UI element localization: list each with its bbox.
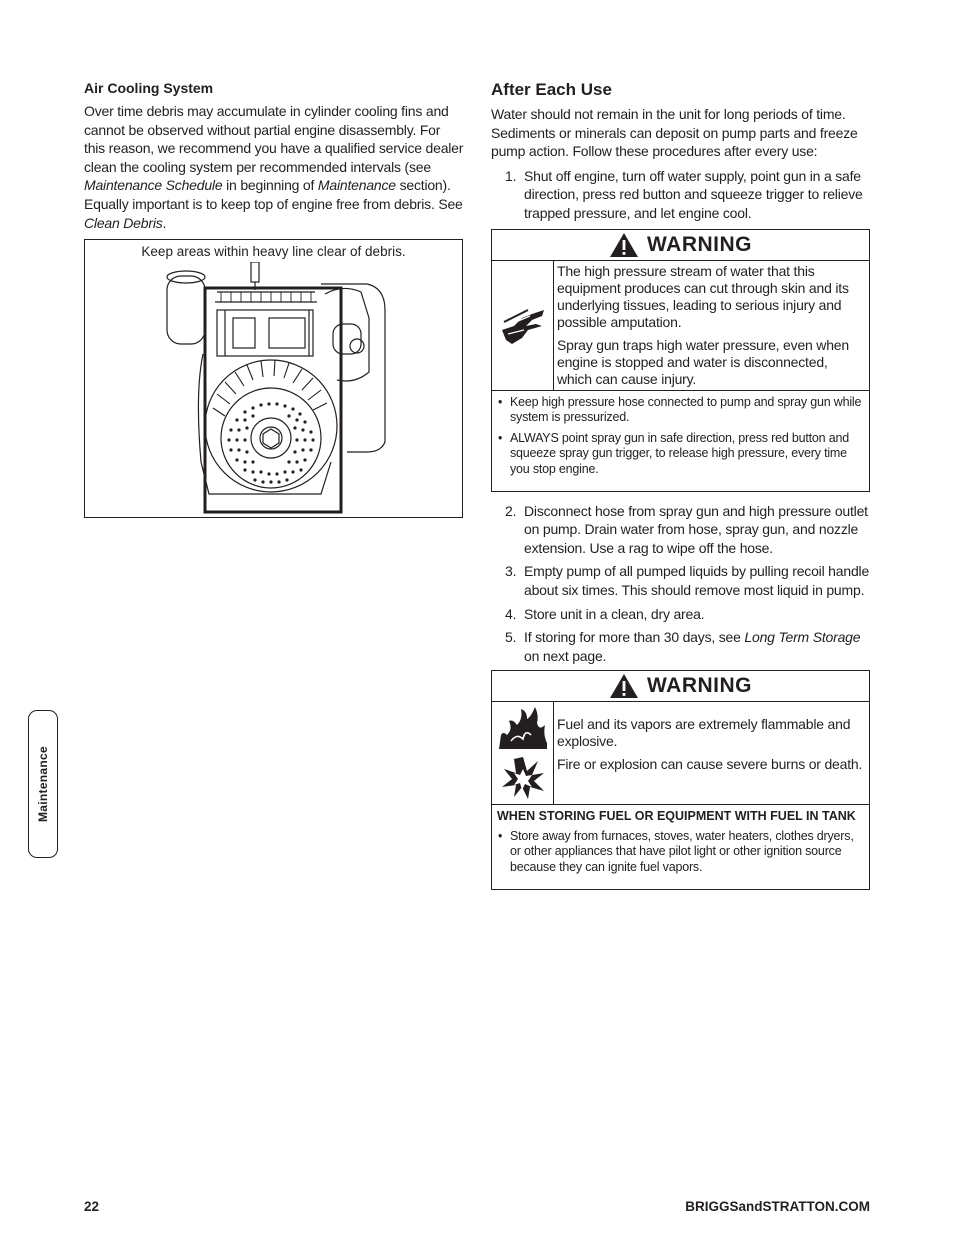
warning-caps-heading: WHEN STORING FUEL OR EQUIPMENT WITH FUEL IN TANK: [497, 809, 856, 824]
warning-text-cell: [554, 702, 869, 804]
steps-list-2: [491, 502, 871, 666]
step-3: [491, 562, 871, 599]
warning-bullet: • Keep high pressure hose connected to pump and spray gun while system is pressurized.: [496, 395, 863, 426]
warning-triangle-icon: [609, 232, 639, 258]
step-5: [491, 628, 871, 665]
step-text: on next page.: [524, 647, 607, 664]
step-1: [491, 167, 871, 223]
warning-icon-cell: [492, 702, 554, 804]
warning-icon-cell: [492, 261, 554, 390]
warning-title: WARNING: [647, 232, 752, 256]
warning-text-cell: [554, 261, 869, 390]
warning-paragraph: Fuel and its vapors are extremely flammable and explosive.: [557, 716, 851, 750]
explosion-icon: [500, 755, 546, 801]
step-text: Empty pump of all pumped liquids by pulling recoil handle about six times. This should remove most liquid in pump.: [524, 563, 870, 598]
clean-debris-ref: Clean Debris: [84, 214, 163, 231]
step-4: [491, 605, 871, 624]
section-side-tab: [28, 710, 58, 858]
step-number: 2.: [505, 502, 517, 519]
warning-bullets: [492, 805, 869, 888]
after-each-use-intro: Water should not remain in the unit for long periods of time. Sediments or minerals can deposit on pump parts and freeze pump action. Follow these procedures after every use:: [491, 106, 858, 160]
warning-body-row: [492, 702, 869, 805]
text-run: in beginning of: [222, 177, 318, 194]
warning-title: WARNING: [647, 674, 752, 698]
step-number: 3.: [505, 563, 517, 580]
warning-box-pressure: [491, 229, 870, 492]
warning-paragraph: The high pressure stream of water that this equipment produces can cut through skin and its underlying tissues, leading to serious injury and possible amputation.: [557, 262, 849, 330]
maintenance-ref: Maintenance: [317, 177, 396, 194]
step-number: 5.: [505, 629, 517, 646]
maintenance-schedule-ref: Maintenance Schedule: [84, 177, 223, 194]
warning-bullet: • ALWAYS point spray gun in safe direction, press red button and squeeze spray gun trigger, to release high pressure, every time you stop engine.: [496, 431, 863, 478]
step-text: Shut off engine, turn off water supply, point gun in a safe direction, press red button and squeeze trigger to relieve trapped pressure, and let engine cool.: [524, 167, 863, 221]
warning-body-row: [492, 261, 869, 391]
step-number: 1.: [505, 167, 517, 184]
text-run: section). Equally important is to keep top of engine free from debris. See: [84, 177, 463, 212]
text-run: Over time debris may accumulate in cylinder cooling fins and cannot be observed without partial engine disassembly. For this reason, we recommend you have a qualified service dealer clean the cooling system per recommended intervals (see: [84, 103, 464, 175]
step-text: Store unit in a clean, dry area.: [524, 605, 705, 622]
warning-box-fuel: [491, 670, 870, 889]
page-number: 22: [84, 1199, 100, 1214]
steps-list-1: [491, 167, 871, 223]
step-text: If storing for more than 30 days, see: [524, 629, 745, 646]
side-tab-label: Maintenance: [36, 746, 50, 822]
engine-figure: [84, 239, 463, 518]
warning-paragraph: Spray gun traps high water pressure, even when engine is stopped and water is disconnected, which can cause injury.: [557, 336, 849, 387]
warning-header: [492, 230, 869, 261]
warning-header: [492, 671, 869, 702]
air-cooling-heading: Air Cooling System: [84, 80, 214, 96]
step-text: Disconnect hose from spray gun and high pressure outlet on pump. Drain water from hose, spray gun, and nozzle extension. Use a rag to wipe off the hose.: [524, 502, 868, 556]
warning-bullets: [492, 391, 869, 491]
left-column: [84, 80, 464, 518]
footer-url: BRIGGSandSTRATTON.COM: [685, 1199, 870, 1214]
warning-bullet: • Store away from furnaces, stoves, water heaters, clothes dryers, or other appliances that have pilot light or other ignition source because they can ignite fuel vapors.: [496, 829, 863, 876]
high-pressure-spray-hand-icon: [498, 300, 548, 350]
step-number: 4.: [505, 605, 517, 622]
long-term-storage-ref: Long Term Storage: [744, 629, 861, 646]
after-each-use-heading: After Each Use: [491, 80, 612, 99]
engine-illustration: [85, 262, 461, 516]
figure-caption: Keep areas within heavy line clear of debris.: [141, 244, 406, 260]
air-cooling-paragraph: [84, 102, 464, 232]
warning-paragraph: Fire or explosion can cause severe burns or death.: [557, 756, 863, 773]
step-2: [491, 502, 871, 558]
text-run: .: [162, 214, 167, 231]
right-column: [491, 80, 871, 900]
warning-triangle-icon: [609, 673, 639, 699]
fire-icon: [497, 705, 549, 751]
